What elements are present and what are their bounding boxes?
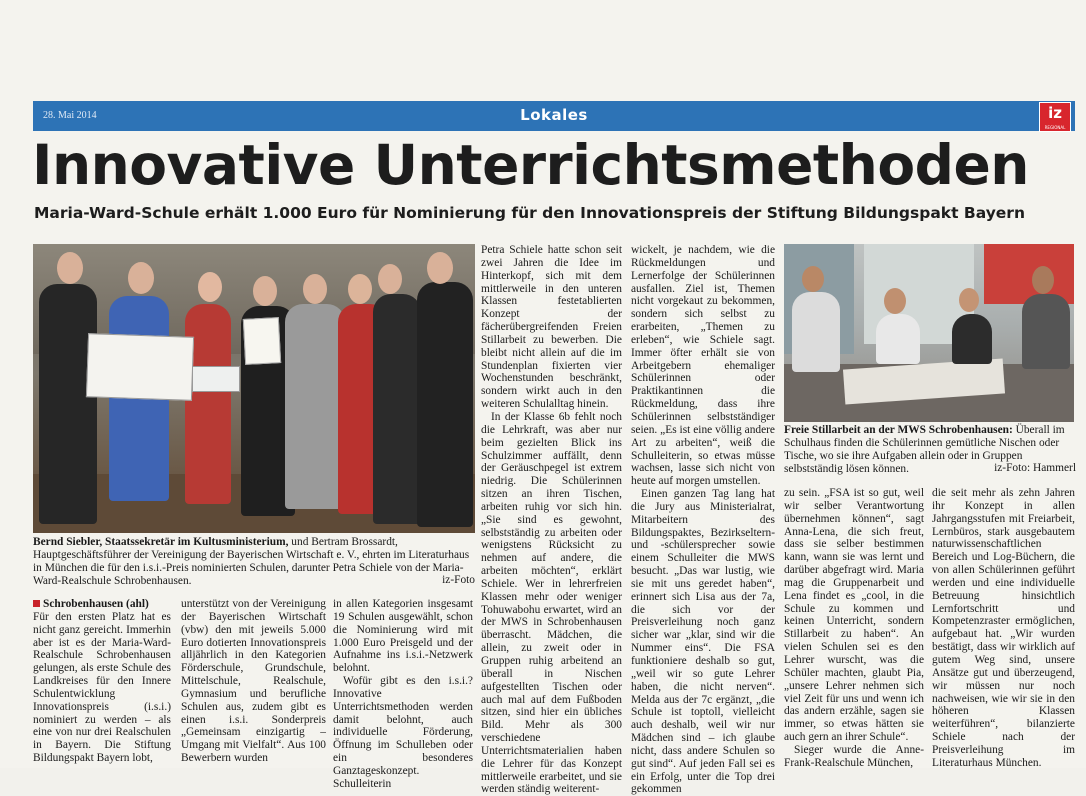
photo-caption-left	[33, 536, 475, 587]
article-column-1	[33, 598, 171, 765]
issue-date: 28. Mai 2014	[43, 110, 97, 121]
column-3-text-b: Wofür gibt es den i.s.i.? Innovative Unterrichtsmethoden werden damit belohnt, auch individuelle Förderung, Öffnung im Schulleben oder ein besonderes Ganztageskonzept. Schulleiterin	[333, 675, 473, 790]
column-5-text-a: wickelt, je nachdem, wie die Rückmeldungen und Lernerfolge der Schülerinnen ausfallen. Ziel ist, Themen nicht vorgekaut zu bekommen, sondern sich selbst zu erarbeiten, „Themen zu erleben“, wie Schiele sagt. Immer öfter erhält sie von Arbeitgebern ehemaliger Schülerinnen oder Praktikantinnen die Rückmeldung, dass ihre Schülerinnen selbstständiger seien. „Es ist eine völlig andere Art zu arbeiten“, weiß die Schulleiterin, so etwas müsse wachsen, lasse sich nicht von heute auf morgen umstellen.	[631, 244, 775, 488]
article-column-6	[784, 487, 924, 770]
caption-left-text: und Bertram Brossardt, Hauptgeschäftsführer der Vereinigung der Bayerischen Wirtschaft e. V., ehrten im Literaturhaus in München die für den i.s.i.-Preis nominierten Schulen, darunter Petra Schiele von der Maria-Ward-Realschule Schrobenhausen.	[33, 536, 470, 587]
section-bar	[33, 101, 1075, 131]
certificate-paper	[243, 317, 281, 365]
students-stillarbeit-photo	[784, 244, 1074, 422]
article-column-7	[932, 487, 1075, 770]
caption-left-credit: iz-Foto	[442, 574, 475, 587]
article-column-2	[181, 598, 326, 765]
section-rubric: Lokales	[520, 106, 588, 124]
column-3-text-a: in allen Kategorien insgesamt 19 Schulen ausgewählt, schon die Nominierung wird mit 1.000 Euro Preisgeld und der Aufnahme ins i.s.i.-Netzwerk belohnt.	[333, 598, 473, 675]
column-4-text-a: Petra Schiele hatte schon seit zwei Jahren die Idee im Hinterkopf, sich mit dem mittlerweile in den unteren Klassen festetablierten Konzept der fächerübergreifenden Freien Stillarbeit zu bewerben. Die bleibt nicht allein auf die im Stundenplan fixierten vier Wochenstunden beschränkt, sondern wirkt auch in den weiteren Schulalltag hinein.	[481, 244, 622, 411]
article-column-3	[333, 598, 473, 791]
column-6-text-b: Sieger wurde die Anne-Frank-Realschule München,	[784, 743, 924, 769]
subheadline: Maria-Ward-Schule erhält 1.000 Euro für Nominierung für den Innovationspreis der Stiftung Bildungspakt Bayern	[34, 204, 1025, 222]
dateline-marker	[33, 600, 40, 607]
iz-logo	[1039, 102, 1071, 132]
column-6-text-a: zu sein. „FSA ist so gut, weil wir selber Verantwortung übernehmen können“, sagt Anna-Lena, die sich freut, dass sie selber bestimmen kann, wann sie was lernt und darüber abgefragt wird. Maria mag die Gruppenarbeit und Lena findet es „cool, in die Schule zu kommen und keinen Unterricht, sondern Stillarbeit zu haben“. An vielen Schulen sei es den Lehrer wurscht, was die Schüler machten, glaubt Pia, „unsere Lehrer nehmen sich viel Zeit für uns und wenn ich das andern erzähle, sagen sie immer, so etwas hätten sie auch gern an ihrer Schule“.	[784, 487, 924, 744]
cheque-prop-small	[192, 366, 240, 392]
iz-logo-text: iz	[1048, 104, 1062, 122]
column-5-text-b: Einen ganzen Tag lang hat die Jury aus Ministerialrat, Mitarbeitern des Bildungspaktes, Bezirkseltern- und -schülersprecher sowie einem Schulleiter die MWS besucht. „Das war lustig, wie sie mit uns geredet haben“, erinnert sich Lisa aus der 7a, die sich vor der Preisverleihung noch ganz sicher war „klar, sind wir die Nummer eins“. Die FSA funktioniere deshalb so gut, „weil wir so gute Lehrer haben, die nicht nerven“. Melda aus der 7c ergänzt, „die Schule ist toptoll, vielleicht auch deshalb, weil wir nur Mädchen sind – ich glaube nicht, dass andere Schulen so gut sind“. Auf jeden Fall sei es ein Erfolg, unter die Top drei gekommen	[631, 488, 775, 796]
column-4-text-b: In der Klasse 6b fehlt noch die Lehrkraft, was aber nur beim gezielten Blick ins Schulzimmer auffällt, denn der Geräuschpegel ist extrem niedrig. Die Schülerinnen sitzen an ihren Tischen, arbeiten ruhig vor sich hin. „Sie sind es gewohnt, selbstständig zu arbeiten oder wenigstens Rücksicht zu nehmen auf andere, die arbeiten möchten“, erklärt Schiele. Wer in lehrerfreien Klassen mehr oder weniger Tohuwabohu erwartet, wird an der MWS in Schrobenhausen überrascht. Mädchen, die allein, zu zweit oder in Gruppen ruhig arbeitend an überall in Nischen aufgestellten Tischen oder auch mal auf dem Fußboden sitzen, sind hier ein übliches Bild. Mehr als 300 verschiedene Unterrichtsmaterialien haben die Lehrer für das Konzept mittlerweile erarbeitet, und sie werden ständig weiterent-	[481, 410, 622, 796]
column-2-text: unterstützt von der Vereinigung der Bayerischen Wirtschaft (vbw) den mit jeweils 5.000 Euro dotierten Innovationspreis alljährlich in den Kategorien Förderschule, Grundschule, Mittelschule, Realschule, Gymnasium und berufliche Schulen aus, zudem gibt es einen i.s.i. Sonderpreis „Gemeinsam einzigartig – Umgang mit Vielfalt“. Aus 100 Bewerbern wurden	[181, 598, 326, 765]
article-column-4	[481, 244, 622, 796]
column-1-text: Für den ersten Platz hat es nicht ganz gereicht. Immerhin aber ist es der Maria-Ward-Realschule Schrobenhausen gelungen, als erste Schule des Landkreises für den Innere Schulentwicklung Innovationspreis (i.s.i.) nominiert zu werden – als eine von nur drei Realschulen in Bayern. Die Stiftung Bildungspakt Bayern lobt,	[33, 610, 171, 765]
cheque-prop	[86, 333, 194, 401]
caption-right-lead: Freie Stillarbeit an der MWS Schrobenhausen:	[784, 424, 1013, 436]
dateline: Schrobenhausen (ahl)	[43, 598, 149, 610]
caption-right-text: Überall im Schulhaus finden die Schülerinnen gemütliche Nischen oder Tische, wo sie ihre Aufgaben allein oder in Gruppen selbstständig lösen können.	[784, 424, 1065, 475]
caption-left-lead: Bernd Siebler, Staatssekretär im Kultusministerium,	[33, 536, 289, 548]
article-column-5	[631, 244, 775, 796]
headline: Innovative Unterrichtsmethoden	[32, 133, 1029, 197]
iz-logo-sub: REGIONAL	[1044, 125, 1066, 130]
caption-right-credit: iz-Foto: Hammerl	[994, 462, 1076, 475]
column-7-text: die seit mehr als zehn Jahren ihr Konzept in allen Jahrgangsstufen mit Freiarbeit, Lernbüros, stark ausgebautem naturwissenschaftlichen Bereich und Log-Büchern, die von allen Schülerinnen geführt werden und eine individuelle Betreuung hinsichtlich Lernfortschritt und Kompetenzraster ermöglichen, aufgebaut hat. „Wir wurden bestätigt, dass wir wirklich auf gutem Weg sind, unsere Ansätze gut und überzeugend, wir müssen nur noch nachweisen, wie wir sie in den höheren Klassen weiterführen“, bilanzierte Schiele nach der Preisverleihung im Literaturhaus München.	[932, 487, 1075, 769]
photo-caption-right	[784, 424, 1076, 475]
